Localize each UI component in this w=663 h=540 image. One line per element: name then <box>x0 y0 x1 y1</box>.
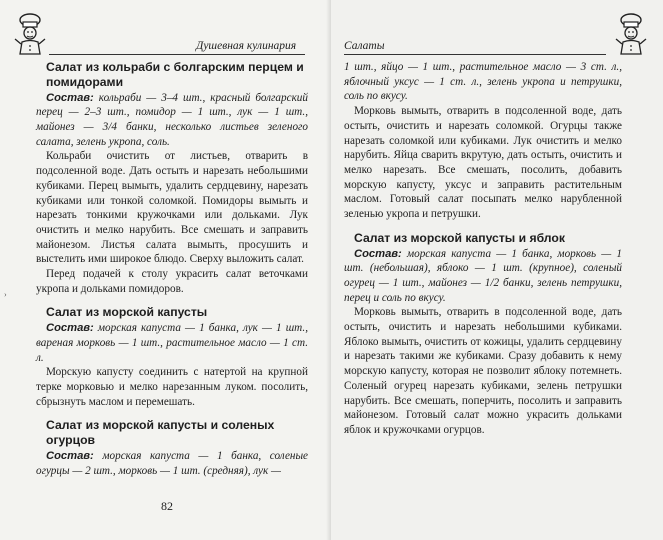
recipe-title: Салат из морской капусты и яблок <box>354 230 565 245</box>
instructions-paragraph: Кольраби очистить от листьев, отварить в подсоленной воде. Дать остыть и нарезать небольшими кубиками. Перец вымыть, удалить сердцевину, нарезать кубиками или тонкой соломкой. Помидоры вымыть и нарезать тонкими кружочками или дольками. Лук очистить и мелко нарубить. Все смешать и заправить майонезом. Листья салата вымыть, просушить и выстелить ими широкое блюдо. Сверху выложить салат. <box>36 150 308 266</box>
instructions-paragraph: Морковь вымыть, отварить в подсоленной воде, дать остыть, очистить и нарезать соломкой. Огурцы также нарезать соломкой или кубиками. Лук очистить и мелко нарубить. Яйца сварить вкрутую, дать остыть, очистить и мелко нарезать. Все смешать, посолить, добавить морскую капусту, уксус и заправить растительным маслом. Готовый салат посыпать мелко нарубленной зеленью укропа и петрушки. <box>344 105 622 221</box>
left-column <box>36 60 308 478</box>
ingredients <box>36 321 308 365</box>
chef-icon <box>613 12 649 56</box>
ingredients-text: морская капуста — 1 банка, соленые огурцы — 2 шт., морковь — 1 шт. (средняя), лук — <box>36 450 308 477</box>
ingredients-label: Состав: <box>354 247 402 260</box>
ingredients-label: Состав: <box>46 322 94 335</box>
page-number: 82 <box>161 499 173 513</box>
recipe-title: Салат из морской капусты и соленых огурцов <box>46 418 275 448</box>
instructions-paragraph: Морскую капусту соединить с натертой на крупной терке морковью и мелко нарезанным луком. посолить, сбрызнуть маслом и перемешать. <box>36 366 308 408</box>
ingredients-text: кольраби — 3–4 шт., красный болгарский перец — 2–3 шт., помидор — 1 шт., лук — 1 шт., майонез — 3/4 банки, несколько листьев зеленого салата, зелень укропа, соль. <box>36 91 308 148</box>
ingredients-text: морская капуста — 1 банка, лук — 1 шт., вареная морковь — 1 шт., растительное масло — 1 ст. л. <box>36 322 308 364</box>
header-rule-right <box>344 54 606 55</box>
ingredients-label: Состав: <box>46 450 94 463</box>
instructions-paragraph: Перед подачей к столу украсить салат веточками укропа и дольками помидоров. <box>36 268 308 295</box>
running-head-right: Салаты <box>344 40 385 52</box>
left-page: Душевная кулинария Салат из кольраби с болгарским перцем и помидорами Состав: кольраби — 3–4 шт., красный болгарский перец — 2–3 шт., помидор — 1 шт., лук — 1 шт., майонез — 3/4 банки, несколько листьев зеленого салата, зелень укропа, соль. Кольраби очистить от листьев, отварить в подсоленной воде. Дать остыть и нарезать небольшими кубиками. Перец вымыть, удалить сердцевину, нарезать кубиками или тонкой соломкой. Помидоры вымыть и нарезать тонкими кружочками или дольками. Лук очистить и мелко нарубить. Все смешать и заправить майонезом. Листья салата вымыть, просушить и выстелить ими широкое блюдо. Сверху выложить салат. Перед подачей к столу украсить салат веточками укропа и дольками помидоров. Салат из морской капусты Состав: морская капуста — 1 банка, лук — 1 шт., вареная морковь — 1 шт., растительное масло — 1 ст. л. Морскую капусту соединить с натертой на крупной терке морковью и мелко нарезанным луком. посолить, сбрызнуть маслом и перемешать. Салат из морской капусты и соленых огурцов Состав: морская капуста — 1 банка, соленые огурцы — 2 шт., морковь — 1 шт. (средняя), лук — 82 › <box>0 0 331 540</box>
header-rule-left <box>49 54 305 55</box>
ingredients-label: Состав: <box>46 91 94 104</box>
ingredients <box>36 91 308 150</box>
ingredients-continued: 1 шт., яйцо — 1 шт., растительное масло — 3 ст. л., яблочный уксус — 1 ст. л., зелень укропа и петрушки, соль по вкусу. <box>344 61 622 103</box>
right-column <box>344 60 622 438</box>
running-head-left: Душевная кулинария <box>196 40 297 52</box>
instructions-paragraph: Морковь вымыть, отварить в подсоленной воде, дать остыть, очистить и нарезать небольшими кубиками. Яблоко вымыть, очистить от кожицы, удалить сердцевину и нарезать такими же кубиками. Сразу добавить к нему морскую капусту, которая не позволит яблоку потемнеть. Соленый огурец нарезать кубиками, зелень петрушки нарубить. Все смешать, поперчить, посолить и заправить майонезом. Готовый салат можно украсить дольками яблок и кружочками огурцов. <box>344 306 622 436</box>
ingredients <box>36 449 308 478</box>
chef-icon <box>12 12 48 56</box>
recipe-title: Салат из кольраби с болгарским перцем и помидорами <box>46 60 304 89</box>
ingredients <box>344 247 622 306</box>
recipe-title: Салат из морской капусты <box>46 305 208 320</box>
ingredients-text: морская капуста — 1 банка, морковь — 1 шт. (небольшая), яблоко — 1 шт. (крупное), соленый огурец — 1 шт., майонез — 1/2 банки, зелень петрушки, перец и соль по вкусу. <box>344 247 622 304</box>
